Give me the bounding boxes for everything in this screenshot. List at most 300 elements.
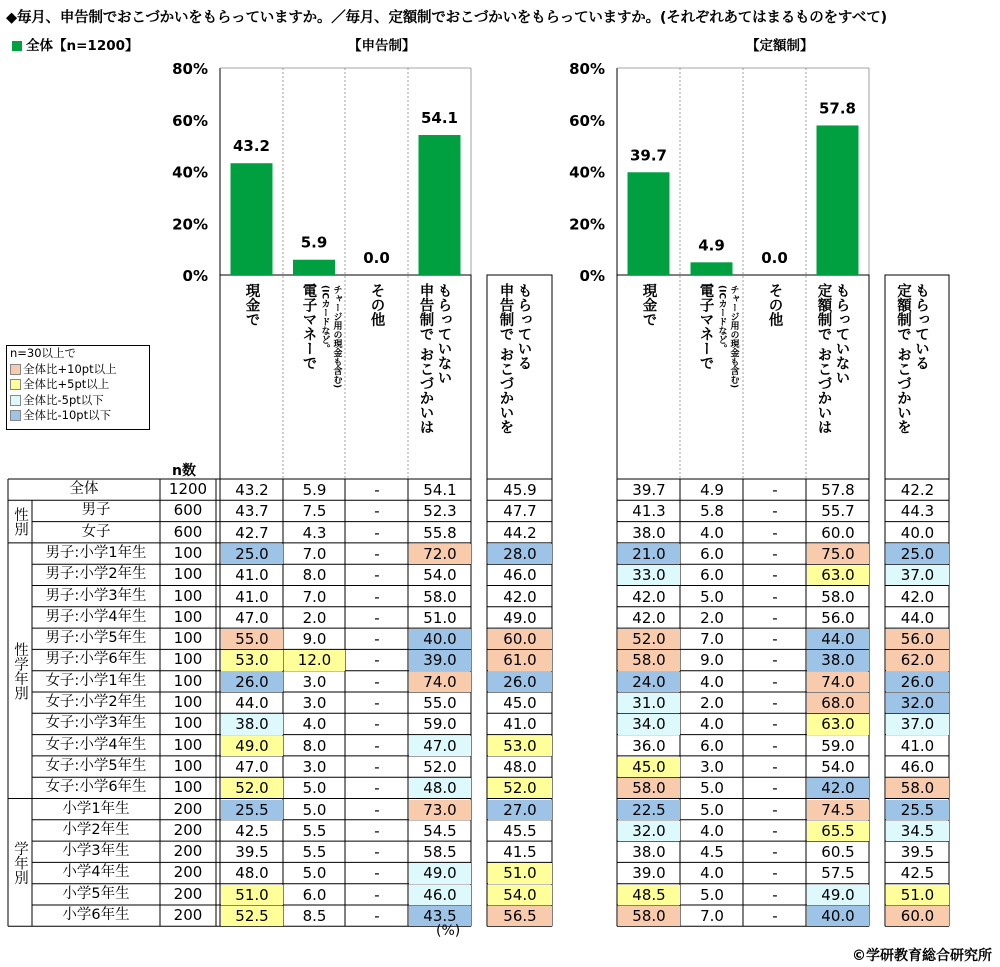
y-tick-label: 20%	[569, 215, 605, 234]
table-cell: 21.0	[618, 544, 680, 564]
table-cell: -	[772, 821, 778, 840]
row-n: 100	[173, 756, 203, 775]
table-cell: 63.0	[807, 714, 869, 734]
table-cell: 39.5	[900, 843, 935, 862]
column-header-label: もらっている	[515, 283, 532, 370]
table-cell: 55.7	[821, 502, 855, 521]
row-n: 100	[173, 543, 203, 562]
table-cell: 47.0	[235, 608, 269, 627]
table-cell: -	[772, 481, 778, 499]
column-header-label: おこづかいを	[895, 347, 911, 434]
table-cell: 5.0	[302, 779, 327, 798]
table-cell: 58.0	[821, 587, 855, 606]
table-cell: 38.0	[632, 523, 666, 542]
table-cell: -	[772, 566, 778, 585]
chart-title-left: 【申告制】	[348, 38, 416, 54]
table-cell: 6.0	[700, 566, 724, 585]
table-cell: 9.0	[700, 651, 724, 670]
bar	[231, 163, 273, 275]
page-title: ◆毎月、申告制でおこづかいをもらっていますか。／毎月、定額制でおこづかいをもらっていますか。(それぞれあてはまるものをすべて)	[6, 10, 887, 26]
unit-label: (%)	[436, 923, 461, 939]
table-cell: 32.0	[886, 693, 949, 713]
table-cell: 6.0	[700, 736, 724, 755]
table-cell: -	[772, 587, 778, 606]
table-cell: 8.0	[302, 736, 327, 755]
column-header	[743, 283, 806, 473]
row-n: 100	[173, 778, 203, 797]
table-cell: 56.5	[488, 906, 552, 926]
table-cell: 5.8	[700, 502, 724, 521]
column-header	[806, 283, 869, 473]
table-cell: -	[772, 843, 778, 862]
y-tick-label: 0%	[579, 267, 605, 285]
table-cell: 28.0	[488, 544, 552, 564]
group-label: 学年別	[12, 840, 28, 885]
table-cell: 12.0	[284, 650, 345, 670]
legend-swatch	[10, 364, 21, 375]
column-header	[408, 283, 471, 473]
row-n: 100	[173, 671, 203, 690]
table-cell: 8.5	[302, 907, 327, 925]
table-cell: 63.0	[807, 565, 869, 585]
table-cell: 42.2	[900, 481, 935, 499]
table-cell: -	[374, 907, 380, 925]
table-cell: -	[772, 779, 778, 798]
table-cell: 51.0	[886, 885, 949, 905]
table-cell: 25.5	[886, 800, 949, 820]
bar	[817, 125, 859, 275]
table-cell: -	[374, 843, 380, 862]
table-cell: 45.9	[503, 481, 537, 499]
column-header	[680, 283, 743, 473]
table-cell: 60.0	[886, 906, 949, 926]
row-n: 600	[173, 501, 203, 520]
row-label: 女子:小学4年生	[45, 736, 147, 753]
table-cell: 46.0	[503, 566, 537, 585]
bar	[628, 172, 670, 275]
table-cell: 38.0	[632, 843, 666, 862]
y-tick-label: 40%	[172, 163, 208, 182]
row-label: 女子:小学1年生	[45, 672, 147, 689]
table-cell: -	[772, 885, 778, 904]
row-label: 男子:小学5年生	[45, 630, 147, 647]
table-cell: 41.5	[503, 843, 537, 862]
table-cell: 55.8	[423, 523, 457, 542]
table-cell: 47.0	[409, 736, 471, 756]
column-header-label: 定額制で	[815, 283, 832, 341]
column-header-label: 電子マネーで	[300, 283, 317, 370]
table-cell: 41.0	[235, 587, 269, 606]
table-cell: 4.0	[302, 715, 327, 734]
table-cell: 52.0	[488, 778, 552, 798]
table-cell: 45.0	[503, 694, 537, 712]
table-cell: 56.0	[821, 608, 855, 627]
table-cell: -	[772, 608, 778, 627]
table-cell: -	[374, 523, 380, 542]
table-cell: 58.0	[618, 906, 680, 926]
table-cell: 4.3	[302, 523, 327, 542]
column-header	[283, 283, 346, 473]
table-cell: 44.0	[900, 608, 935, 627]
table-cell: 42.0	[503, 587, 537, 606]
row-label: 男子:小学1年生	[45, 544, 147, 561]
legend-item-label: 全体比+5pt以上	[23, 377, 110, 391]
table-cell: -	[772, 672, 778, 691]
column-header	[885, 283, 949, 473]
table-cell: -	[374, 587, 380, 606]
column-header	[220, 283, 283, 473]
table-cell: 5.0	[700, 587, 724, 606]
table-cell: 31.0	[618, 693, 680, 713]
table-cell: -	[772, 715, 778, 734]
table-cell: 6.0	[700, 544, 724, 563]
table-cell: 9.0	[302, 630, 327, 649]
table-cell: 3.0	[700, 757, 724, 776]
table-cell: 53.0	[488, 736, 552, 756]
table-cell: 74.0	[409, 672, 471, 692]
row-label: 小学5年生	[62, 885, 130, 902]
table-cell: -	[374, 864, 380, 883]
y-tick-label: 0%	[182, 267, 208, 285]
table-cell: 54.5	[423, 821, 457, 840]
bar	[691, 262, 733, 275]
table-cell: 33.0	[618, 565, 680, 585]
y-tick-label: 80%	[172, 60, 208, 78]
chart-title-right: 【定額制】	[746, 38, 814, 54]
table-cell: 52.5	[221, 906, 283, 926]
table-cell: 40.0	[807, 906, 869, 926]
table-cell: 45.5	[503, 821, 537, 840]
table-cell: 39.0	[632, 864, 666, 883]
legend-item-label: 全体比+10pt以上	[23, 361, 117, 376]
table-cell: 51.0	[221, 885, 283, 905]
table-cell: 5.0	[700, 800, 724, 819]
row-n: 100	[173, 586, 203, 605]
table-cell: 26.0	[221, 672, 283, 692]
y-tick-label: 40%	[569, 163, 605, 182]
table-cell: -	[374, 757, 380, 776]
data-label: 5.9	[300, 233, 328, 252]
table-cell: -	[374, 736, 380, 755]
table-cell: 42.0	[900, 587, 935, 606]
y-tick-label: 80%	[569, 60, 605, 78]
legend-item	[7, 377, 149, 393]
bar	[293, 260, 335, 275]
table-cell: 49.0	[409, 863, 471, 883]
table-cell: 42.7	[235, 523, 269, 542]
column-header-label: おこづかいは	[417, 347, 434, 434]
table-cell: -	[772, 694, 778, 712]
column-header-label: 定額制で	[895, 283, 911, 341]
table-cell: 56.0	[886, 629, 949, 649]
table-cell: 34.0	[618, 714, 680, 734]
row-n: 100	[173, 565, 203, 584]
data-label: 0.0	[761, 249, 788, 267]
table-cell: 8.0	[302, 566, 327, 585]
row-label: 男子:小学3年生	[45, 587, 147, 604]
table-cell: 41.0	[900, 736, 935, 755]
table-cell: 42.0	[632, 608, 666, 627]
table-cell: 62.0	[886, 650, 949, 670]
table-cell: 54.0	[423, 566, 457, 585]
table-cell: -	[374, 779, 380, 798]
table-cell: 61.0	[488, 650, 552, 670]
table-cell: 7.0	[302, 587, 327, 606]
table-cell: 48.0	[503, 757, 537, 776]
data-label: 0.0	[363, 249, 390, 267]
table-cell: 52.0	[423, 757, 457, 776]
row-label: 女子:小学5年生	[45, 757, 147, 774]
column-header-note: チャージ用の現金も含む)	[331, 285, 342, 389]
table-cell: 52.3	[423, 502, 457, 521]
table-cell: 24.0	[618, 672, 680, 692]
table-cell: -	[374, 544, 380, 563]
table-cell: 58.0	[618, 778, 680, 798]
table-cell: 43.2	[235, 481, 269, 499]
row-label: 女子	[81, 523, 111, 540]
table-cell: 74.0	[807, 672, 869, 692]
table-cell: 39.7	[632, 481, 666, 499]
table-cell: 2.0	[302, 608, 327, 627]
table-cell: -	[374, 481, 380, 499]
table-cell: 27.0	[488, 800, 552, 820]
table-cell: 51.0	[488, 863, 552, 883]
table-cell: 4.0	[700, 715, 724, 734]
row-label: 女子:小学3年生	[45, 715, 147, 732]
table-cell: 42.5	[900, 864, 935, 883]
row-label: 男子	[81, 502, 111, 519]
table-cell: 4.0	[700, 523, 724, 542]
table-cell: 65.5	[807, 821, 869, 841]
table-cell: -	[772, 800, 778, 819]
table-cell: 5.0	[302, 864, 327, 883]
y-tick-label: 20%	[172, 215, 208, 234]
table-cell: 2.0	[700, 608, 724, 627]
table-cell: 74.5	[807, 800, 869, 820]
table-cell: -	[772, 736, 778, 755]
table-cell: 40.0	[409, 629, 471, 649]
row-n: 100	[173, 714, 203, 733]
legend-item	[7, 393, 149, 409]
data-label: 54.1	[420, 109, 459, 128]
table-cell: 58.0	[886, 778, 949, 798]
group-label: 性別	[12, 507, 28, 537]
table-cell: 47.7	[503, 502, 537, 521]
row-n: 100	[173, 693, 203, 711]
column-header-label: その他	[368, 283, 385, 327]
table-cell: 41.0	[503, 715, 537, 734]
table-cell: 44.0	[807, 629, 869, 649]
table-cell: 5.0	[700, 885, 724, 904]
data-label: 57.8	[818, 99, 857, 118]
table-cell: 32.0	[618, 821, 680, 841]
table-cell: 55.0	[423, 694, 457, 712]
column-header-note: (ICカードなど。	[716, 285, 727, 354]
row-n: 200	[173, 863, 203, 882]
table-cell: -	[772, 523, 778, 542]
table-cell: -	[772, 757, 778, 776]
chart-marks	[172, 60, 858, 285]
legend-item-label: 全体比-5pt以下	[23, 392, 104, 407]
table-cell: 22.5	[618, 800, 680, 820]
table-cell: 54.0	[488, 885, 552, 905]
row-n: 200	[173, 842, 203, 861]
column-header-label: 現金で	[640, 283, 657, 327]
table-cell: -	[374, 885, 380, 904]
table-cell: -	[772, 630, 778, 649]
row-n: 100	[173, 650, 203, 669]
table-cell: 57.5	[821, 864, 855, 883]
table-cell: -	[374, 672, 380, 691]
row-label: 小学1年生	[62, 800, 130, 817]
table-cell: 45.0	[618, 757, 680, 777]
row-label: 女子:小学2年生	[45, 694, 147, 710]
row-label: 男子:小学6年生	[45, 651, 147, 668]
table-cell: -	[772, 544, 778, 563]
column-header	[617, 283, 680, 473]
column-header-label: おこづかいを	[497, 347, 514, 434]
legend-swatch	[10, 379, 21, 390]
table-cell: 57.8	[821, 481, 855, 499]
table-cell: 7.0	[700, 907, 724, 925]
table-cell: 26.0	[488, 672, 552, 692]
table-cell: 25.0	[886, 544, 949, 564]
data-label: 39.7	[629, 146, 668, 165]
table-cell: 41.0	[235, 566, 269, 585]
table-cell: 39.0	[409, 650, 471, 670]
column-header-label: 電子マネーで	[697, 283, 714, 370]
row-label: 男子:小学4年生	[45, 608, 147, 625]
column-header-note: チャージ用の現金も含む)	[728, 285, 739, 389]
table-cell: 37.0	[886, 714, 949, 734]
legend-item	[7, 408, 149, 424]
table-cell: 73.0	[409, 800, 471, 820]
table-cell: 7.0	[302, 544, 327, 563]
row-label: 小学4年生	[62, 864, 130, 881]
table-cell: 7.0	[700, 630, 724, 649]
table-cell: 38.0	[221, 714, 283, 734]
n-count-header: n数	[172, 463, 196, 479]
table-cell: 41.3	[632, 502, 666, 521]
data-label: 4.9	[698, 236, 725, 255]
table-cell: 37.0	[886, 565, 949, 585]
column-header-label: 申告制で	[417, 283, 434, 341]
legend-swatch	[10, 395, 21, 406]
table-cell: 54.0	[821, 757, 855, 776]
table-cell: -	[374, 630, 380, 649]
table-cell: 46.0	[409, 885, 471, 905]
row-label: 全体	[69, 481, 99, 497]
group-label: 性学年別	[12, 641, 28, 700]
table-cell: 54.1	[423, 481, 457, 499]
column-header	[487, 283, 552, 473]
table-cell: 7.5	[302, 502, 327, 521]
row-n: 200	[173, 884, 203, 903]
legend-item-label: 全体比-10pt以下	[23, 408, 112, 422]
column-header-label: 申告制で	[497, 283, 514, 341]
table-cell: -	[772, 907, 778, 925]
table-cell: 5.9	[302, 481, 327, 499]
table-cell: 51.0	[423, 608, 457, 627]
column-header-label: もらっている	[913, 283, 929, 370]
row-n: 100	[173, 735, 203, 754]
table-cell: -	[772, 651, 778, 670]
table-cell: 43.5	[409, 906, 471, 926]
legend-item	[7, 362, 149, 378]
table-cell: 58.0	[423, 587, 457, 606]
copyright: ©学研教育総合研究所	[852, 948, 992, 964]
table-cell: 59.0	[821, 736, 855, 755]
column-header-note: (ICカードなど。	[319, 285, 330, 354]
column-header-label: 現金で	[243, 283, 260, 327]
table-cell: 58.5	[423, 843, 457, 862]
table-cell: 4.0	[700, 672, 724, 691]
table-cell: 60.0	[821, 523, 855, 542]
table-cell: 44.0	[235, 694, 269, 712]
column-header-label: もらっていない	[435, 283, 452, 385]
table-cell: 3.0	[302, 672, 327, 691]
table-cell: 48.5	[618, 885, 680, 905]
table-cell: 34.5	[886, 821, 949, 841]
column-header-label: その他	[766, 283, 783, 327]
column-header-label: おこづかいは	[815, 347, 832, 434]
table-cell: 60.0	[488, 629, 552, 649]
table-cell: 44.2	[503, 523, 537, 542]
bar	[419, 135, 461, 275]
table-cell: -	[374, 502, 380, 521]
table-cell: 68.0	[807, 693, 869, 713]
row-n: 200	[173, 799, 203, 818]
table-cell: 60.5	[821, 843, 855, 862]
y-tick-label: 60%	[172, 111, 208, 130]
data-label: 43.2	[232, 137, 271, 156]
table-cell: 5.5	[302, 843, 327, 862]
table-cell: 25.5	[221, 800, 283, 820]
table-cell: 25.0	[221, 544, 283, 564]
table-cell: -	[374, 566, 380, 585]
table-cell: 4.0	[700, 821, 724, 840]
table-cell: 5.0	[302, 800, 327, 819]
row-n: 200	[173, 906, 203, 924]
row-n: 1200	[168, 480, 208, 498]
row-n: 100	[173, 607, 203, 626]
table-cell: 72.0	[409, 544, 471, 564]
row-n: 200	[173, 820, 203, 839]
table-cell: -	[374, 800, 380, 819]
row-label: 男子:小学2年生	[45, 566, 147, 583]
table-cell: -	[374, 821, 380, 840]
column-header	[345, 283, 408, 473]
row-label: 女子:小学6年生	[45, 779, 147, 796]
table-cell: 44.3	[900, 502, 935, 521]
table-cell: -	[772, 864, 778, 883]
table-cell: 4.5	[700, 843, 724, 862]
table-cell: -	[374, 651, 380, 670]
row-n: 100	[173, 629, 203, 648]
table-cell: 2.0	[700, 694, 724, 712]
table-cell: 42.5	[235, 821, 269, 840]
table-cell: 38.0	[807, 650, 869, 670]
table-cell: -	[374, 694, 380, 712]
color-legend-title: n=30以上で	[10, 346, 77, 360]
total-legend-label: 全体【n=1200】	[26, 38, 139, 54]
table-cell: 46.0	[900, 757, 935, 776]
row-label: 小学2年生	[62, 821, 130, 838]
table-cell: 5.0	[700, 779, 724, 798]
table-cell: 75.0	[807, 544, 869, 564]
table-cell: 3.0	[302, 757, 327, 776]
table-cell: 42.0	[807, 778, 869, 798]
